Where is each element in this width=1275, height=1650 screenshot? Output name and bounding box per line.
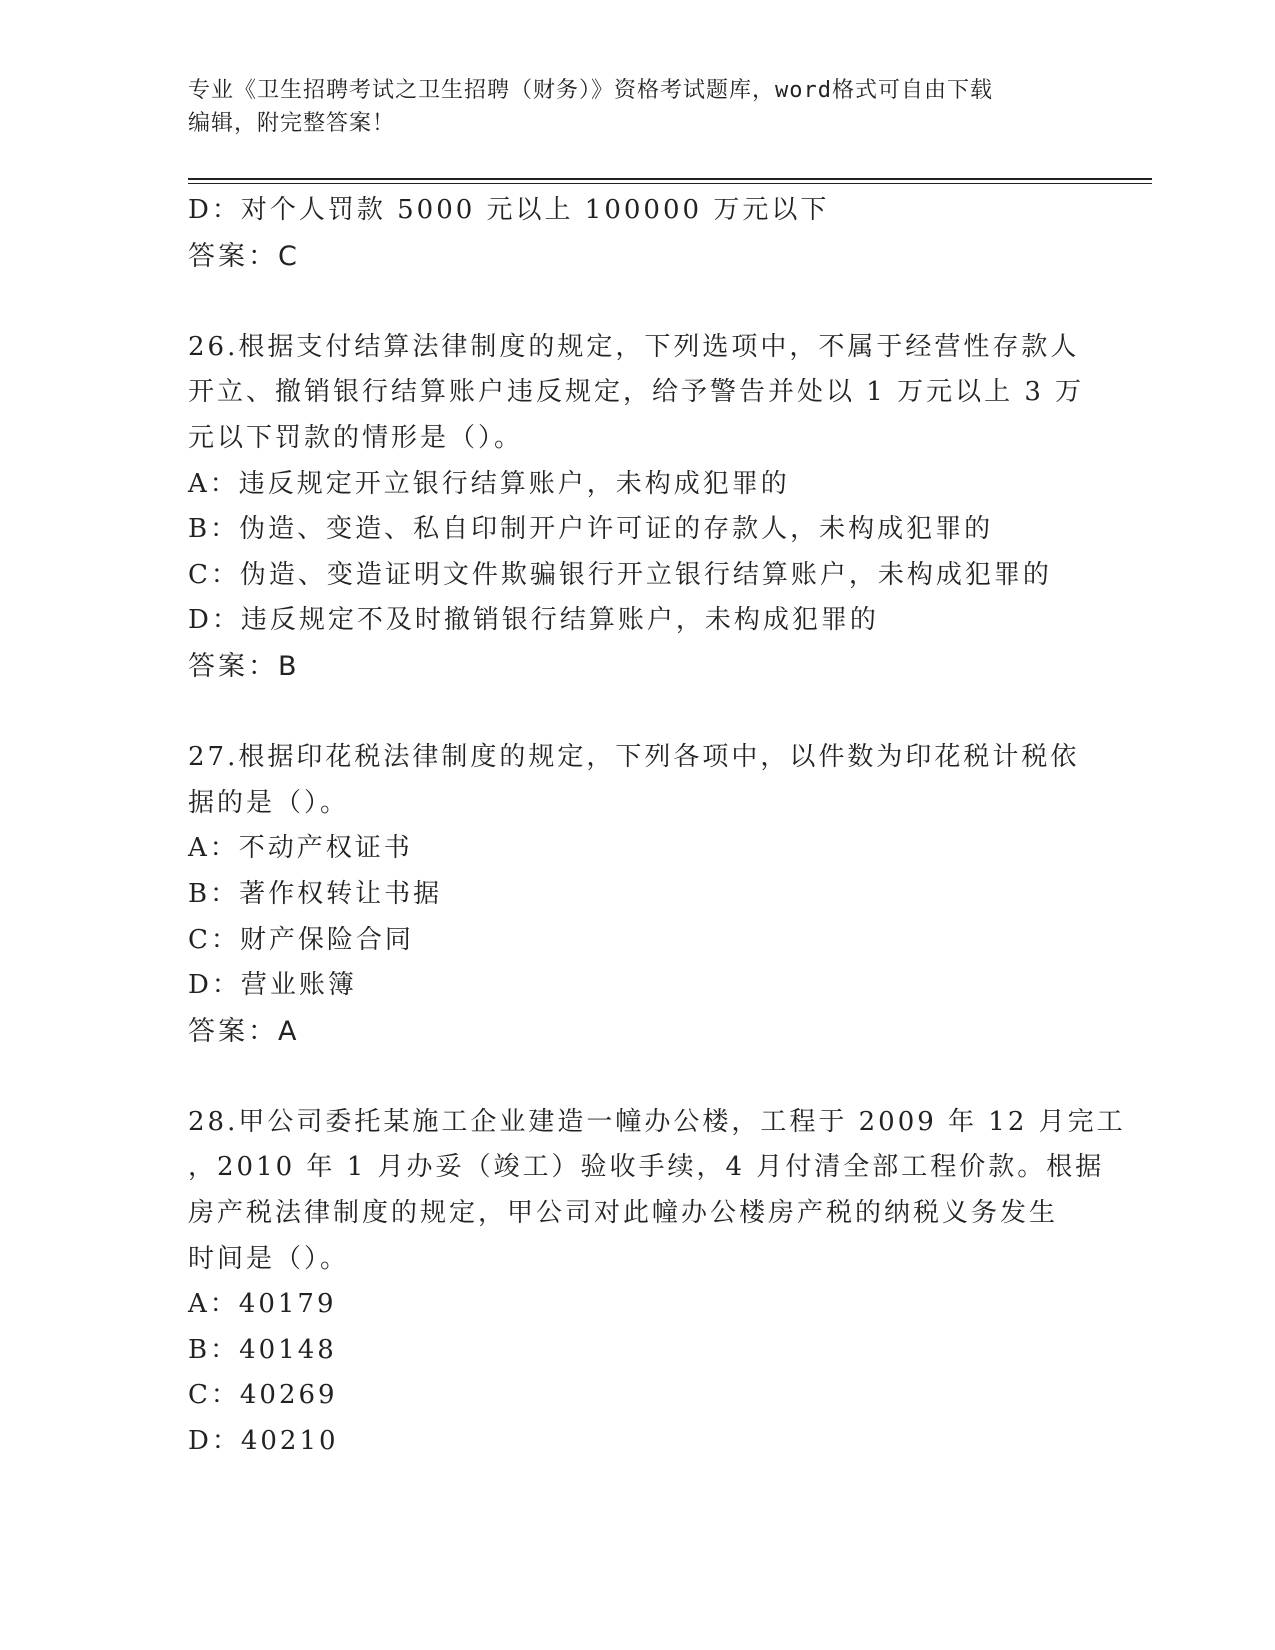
option-a: A：违反规定开立银行结算账户，未构成犯罪的 [188,468,790,499]
answer-line: 答案：A [188,1015,300,1047]
option-d: D：违反规定不及时撤销银行结算账户，未构成犯罪的 [188,605,879,636]
header-divider-thick [188,178,1152,180]
question-stem-line: 27.根据印花税法律制度的规定，下列各项中，以件数为印花税计税依 [188,742,1080,773]
option-c: C：40269 [188,1380,338,1411]
option-a: A：不动产权证书 [188,833,413,864]
option-b: B：40148 [188,1334,337,1365]
option-b: B：著作权转让书据 [188,878,443,909]
question-stem-line: ，2010 年 1 月办妥（竣工）验收手续，4 月付清全部工程价款。根据 [188,1152,1105,1183]
option-c: C：伪造、变造证明文件欺骗银行开立银行结算账户，未构成犯罪的 [188,559,1052,590]
question-stem-line: 开立、撤销银行结算账户违反规定，给予警告并处以 1 万元以上 3 万 [188,377,1085,408]
question-content [188,188,1126,1465]
question-stem-line: 28.甲公司委托某施工企业建造一幢办公楼，工程于 2009 年 12 月完工 [188,1106,1126,1137]
document-header [188,74,1068,140]
question-stem-line: 据的是（）。 [188,787,350,818]
option-c: C：财产保险合同 [188,924,414,955]
header-line: 专业《卫生招聘考试之卫生招聘（财务）》资格考试题库，word格式可自由下载 [188,78,993,103]
question-stem-line: 元以下罚款的情形是（）。 [188,422,524,453]
spacer [188,1054,1088,1100]
question-stem-line: 房产税法律制度的规定，甲公司对此幢办公楼房产税的纳税义务发生 [188,1198,1059,1229]
option-d: D：40210 [188,1426,339,1457]
option-d: D：对个人罚款 5000 元以上 100000 万元以下 [188,195,830,225]
answer-line: 答案：B [188,650,300,682]
answer-line: 答案：C [188,240,300,272]
question-block-26 [188,325,1088,690]
header-divider-thin [188,183,1152,184]
option-d: D：营业账簿 [188,970,357,1001]
header-line: 编辑，附完整答案！ [188,111,396,136]
question-stem-line: 时间是（）。 [188,1243,350,1274]
option-b: B：伪造、变造、私自印制开户许可证的存款人，未构成犯罪的 [188,514,994,545]
question-stem-line: 26.根据支付结算法律制度的规定，下列选项中，不属于经营性存款人 [188,331,1080,362]
question-block-prev [188,188,1088,279]
question-block-27 [188,735,1088,1054]
spacer [188,279,1088,325]
question-block-28 [188,1100,1126,1465]
option-a: A：40179 [188,1289,337,1320]
spacer [188,690,1088,736]
